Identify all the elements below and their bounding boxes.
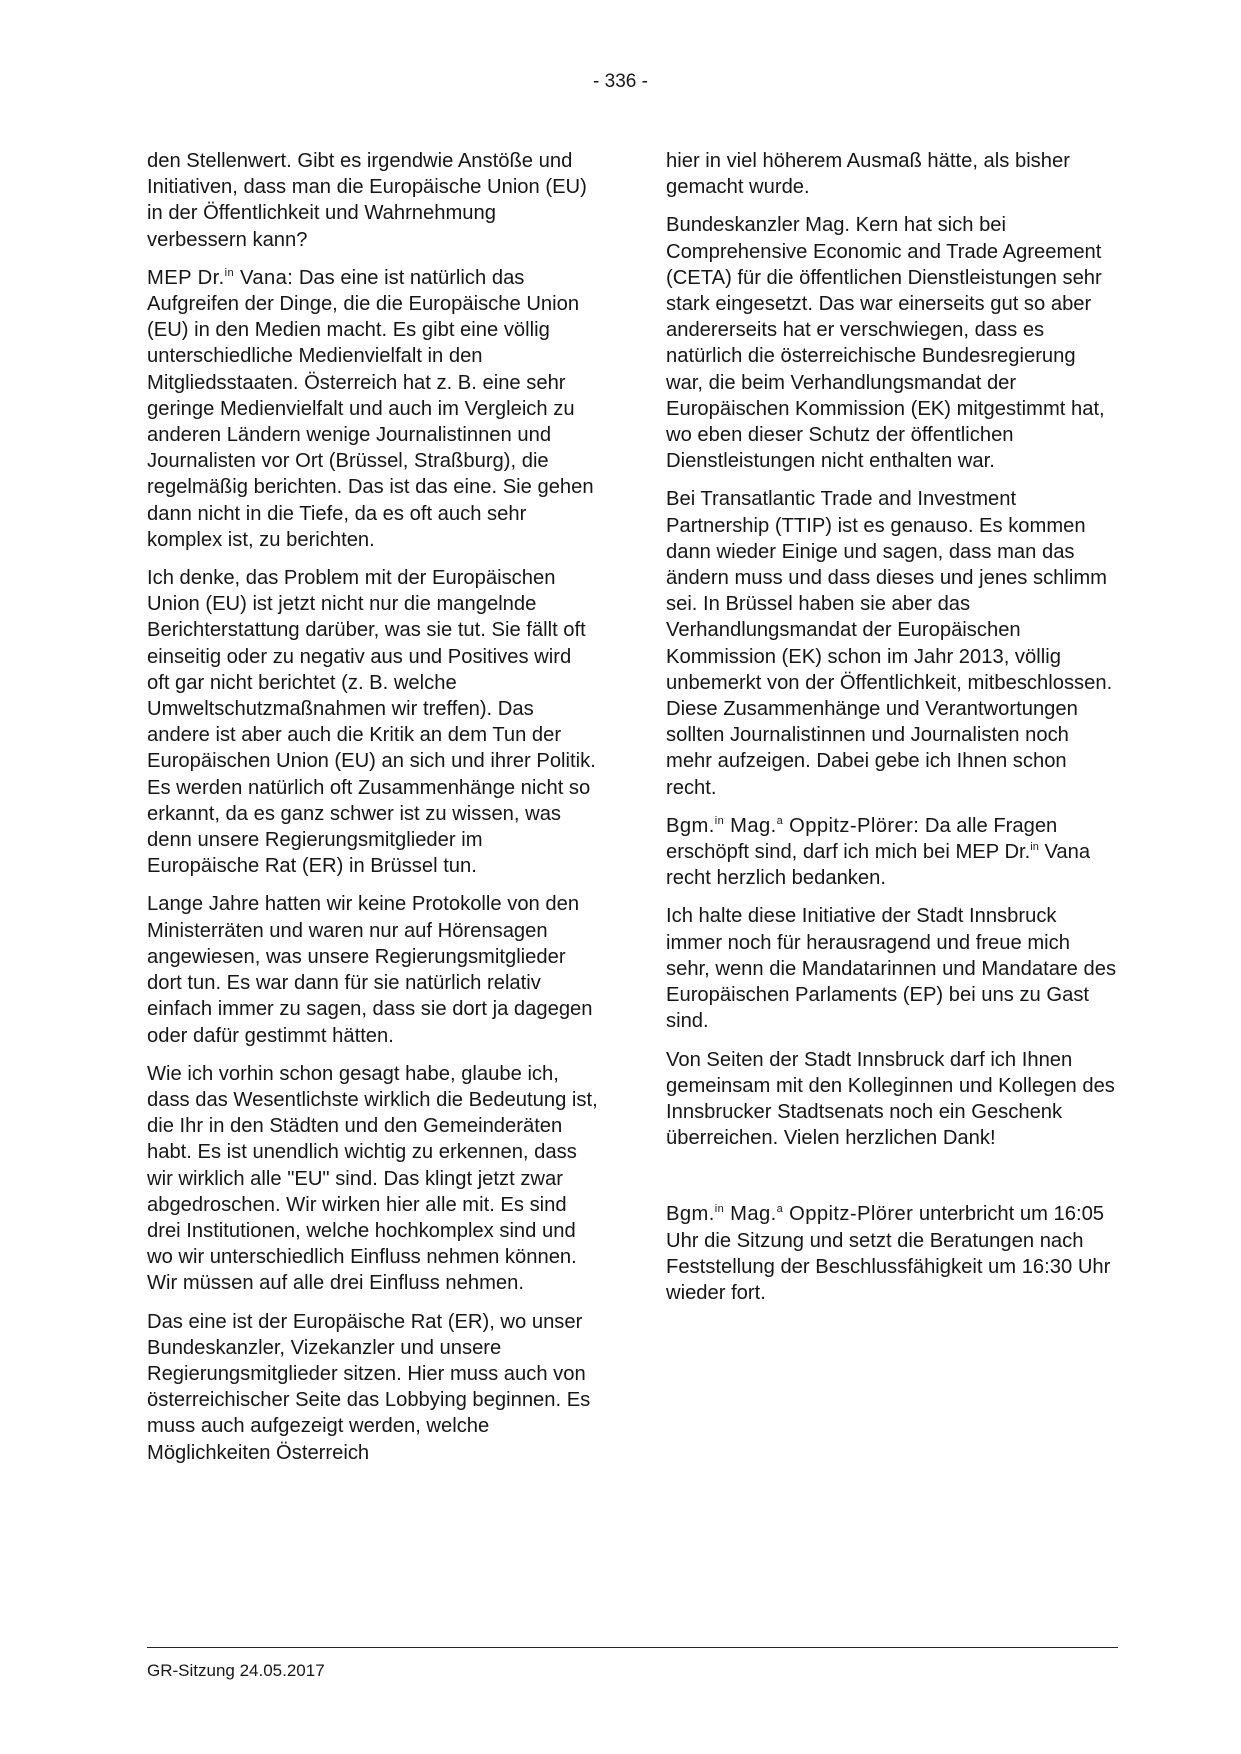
paragraph: Ich halte diese Initiative der Stadt Innsbruck immer noch für herausragend und freue mich sehr, wenn die Mandatarinnen und Mandatare des Europäischen Parlaments (EP) bei uns zu Gast sind. — [666, 905, 1117, 1033]
spacer — [666, 1163, 1118, 1201]
left-column — [147, 148, 599, 1478]
paragraph: hier in viel höherem Ausmaß hätte, als bisher gemacht wurde. — [666, 150, 1070, 199]
footer-divider — [147, 1647, 1118, 1648]
paragraph: Bei Transatlantic Trade and Investment Partnership (TTIP) ist es genauso. Es kommen dann wieder Einige und sagen, dass man das ändern muss und dass dieses und jenes schlimm sei. In Brüssel haben sie aber das Verhandlungsmandat der Europäischen Kommission (EK) schon im Jahr 2013, völlig unbemerkt von der Öffentlichkeit, mitbeschlossen. Diese Zusammenhänge und Verantwortungen sollten Journalistinnen und Journalisten noch mehr aufzeigen. Dabei gebe ich Ihnen schon recht. — [666, 488, 1113, 799]
speaker-name: Bgm.$^{in}$ Mag.$^a$ Oppitz-Plörer — [666, 1203, 914, 1226]
right-column — [666, 148, 1118, 1318]
footer-text: GR-Sitzung 24.05.2017 — [147, 1661, 325, 1680]
paragraph: Von Seiten der Stadt Innsbruck darf ich Ihnen gemeinsam mit den Kolleginnen und Kollegen des Innsbrucker Stadtsenats noch ein Geschenk überreichen. Vielen herzlichen Dank! — [666, 1048, 1115, 1150]
paragraph: MEP Dr.$^{in}$ Vana: Das eine ist natürlich das Aufgreifen der Dinge, die die Europäische Union (EU) in den Medien macht. Es gibt eine völlig unterschiedliche Medienvielfalt in den Mitgliedsstaaten. Österreich hat z. B. eine sehr geringe Medienvielfalt und auch im Vergleich zu anderen Ländern wenige Journalistinnen und Journalisten vor Ort (Brüssel, Straßburg), die regelmäßig berichten. Das ist das eine. Sie gehen dann nicht in die Tiefe, da es oft auch sehr komplex ist, zu berichten. — [147, 266, 594, 551]
paragraph: den Stellenwert. Gibt es irgendwie Anstöße und Initiativen, dass man die Europäische Union (EU) in der Öffentlichkeit und Wahrnehmung verbessern kann? — [147, 150, 587, 251]
speaker-name: Bgm.$^{in}$ Mag.$^a$ Oppitz-Plörer: — [666, 814, 920, 837]
paragraph: Ich denke, das Problem mit der Europäischen Union (EU) ist jetzt nicht nur die mangelnde Berichterstattung darüber, was sie tut. Sie fällt oft einseitig oder zu negativ aus und Positives wird oft gar nicht berichtet (z. B. welche Umweltschutzmaßnahmen wir treffen). Das andere ist aber auch die Kritik an dem Tun der Europäischen Union (EU) an sich und ihrer Politik. Es werden natürlich oft Zusammenhänge nicht so erkannt, da es ganz schwer ist zu wissen, was denn unsere Regierungsmitglieder im Europäische Rat (ER) in Brüssel tun. — [147, 567, 596, 878]
page-number: - 336 - — [593, 71, 648, 92]
paragraph: Bundeskanzler Mag. Kern hat sich bei Comprehensive Economic and Trade Agreement (CETA) für die öffentlichen Dienstleistungen sehr stark eingesetzt. Das war einerseits gut so aber andererseits hat er verschwiegen, dass es natürlich die österreichische Bundesregierung war, die beim Verhandlungsmandat der Europäischen Kommission (EK) mitgestimmt hat, wo eben dieser Schutz der öffentlichen Dienstleistungen nicht enthalten war. — [666, 214, 1105, 473]
paragraph: Lange Jahre hatten wir keine Protokolle von den Ministerräten und waren nur auf Hörensagen angewiesen, was unsere Regierungsmitglieder dort tun. Es war dann für sie natürlich relativ einfach immer zu sagen, dass sie dort ja dagegen oder dafür gestimmt hätten. — [147, 893, 593, 1047]
speaker-name: MEP Dr.$^{in}$ Vana: — [147, 266, 294, 289]
paragraph: Bgm.$^{in}$ Mag.$^a$ Oppitz-Plörer: Da alle Fragen erschöpft sind, darf ich mich bei MEP Dr.$^{in}$ Vana recht herzlich bedanken. — [666, 814, 1091, 890]
paragraph: Wie ich vorhin schon gesagt habe, glaube ich, dass das Wesentlichste wirklich die Bedeutung ist, die Ihr in den Städten und den Gemeinderäten habt. Es ist unendlich wichtig zu erkennen, dass wir wirklich alle "EU" sind. Das klingt jetzt zwar abgedroschen. Wir wirken hier alle mit. Es sind drei Institutionen, welche hochkomplex sind und wo wir unterschiedlich Einfluss nehmen können. Wir müssen auf alle drei Einfluss nehmen. — [147, 1062, 598, 1295]
paragraph: Bgm.$^{in}$ Mag.$^a$ Oppitz-Plörer unterbricht um 16:05 Uhr die Sitzung und setzt die Beratungen nach Feststellung der Beschlussfähigkeit um 16:30 Uhr wieder fort. — [666, 1203, 1111, 1304]
paragraph: Das eine ist der Europäische Rat (ER), wo unser Bundeskanzler, Vizekanzler und unsere Regierungsmitglieder sitzen. Hier muss auch von österreichischer Seite das Lobbying beginnen. Es muss auch aufgezeigt werden, welche Möglichkeiten Österreich — [147, 1310, 591, 1464]
